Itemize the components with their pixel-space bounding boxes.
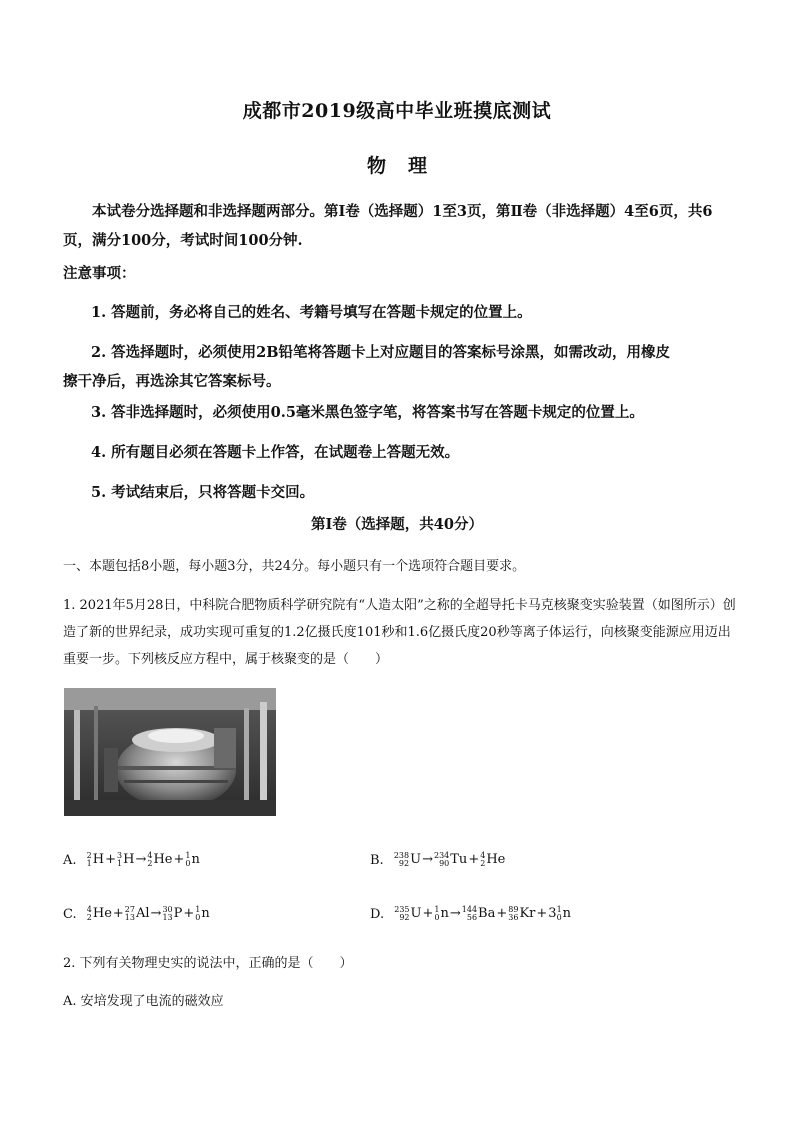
question-1: 1. 2021年5月28日，中科院合肥物质科学研究院有“人造太阳”之称的全超导托卡马克核聚变实验装置（如图所示）创造了新的世界纪录，成功实现可重复的1.2亿摄氏度101秒和1.6亿摄氏度20秒等离子体运行，向核聚变能源应用迈出重要一步。下列核反应方程中，属于核聚变的是（ ） xyxy=(63,598,736,667)
option-b[interactable]: B. 238 92 U→ 234 90 Tu+ 4 2 He xyxy=(370,851,506,868)
notice-item-2 xyxy=(63,338,736,396)
notice-item-3: 3. 答非选择题时，必须使用0.5毫米黑色签字笔，将答案书写在答题卡规定的位置上。 xyxy=(91,404,644,421)
option-d[interactable]: D. 235 92 U+ 1 0 n→ 144 56 Ba+ 89 36 Kr+3 1 0 n xyxy=(370,905,572,922)
option-d-label: D. xyxy=(370,906,385,922)
subject-title: 物理 xyxy=(366,155,449,177)
option-a-label: A. xyxy=(63,852,77,868)
option-c-label: C. xyxy=(63,906,77,922)
notice-item-1: 1. 答题前，务必将自己的姓名、考籍号填写在答题卡规定的位置上。 xyxy=(91,304,532,321)
option-c[interactable]: C. 4 2 He+ 27 13 Al→ 30 13 P+ 1 0 n xyxy=(63,905,210,922)
tokamak-photo xyxy=(64,688,276,816)
notice-heading: 注意事项： xyxy=(63,265,136,282)
option-a[interactable]: A. 2 1 H+ 3 1 H→ 4 2 He+ 1 0 n xyxy=(63,851,200,868)
notice-item-2-line2: 擦干净后，再选涂其它答案标号。 xyxy=(63,373,281,390)
notice-item-2-line1: 2. 答选择题时，必须使用2B铅笔将答题卡上对应题目的答案标号涂黑，如需改动，用橡皮 xyxy=(91,344,671,361)
section-title: 第Ⅰ卷（选择题，共40分） xyxy=(311,516,483,533)
notice-item-5: 5. 考试结束后，只将答题卡交回。 xyxy=(91,484,315,501)
notice-item-4: 4. 所有题目必须在答题卡上作答，在试题卷上答题无效。 xyxy=(91,444,460,461)
exam-title: 成都市2019级高中毕业班摸底测试 xyxy=(242,100,552,122)
question-2-option-a[interactable]: A. 安培发现了电流的磁效应 xyxy=(63,994,224,1009)
part1-instruction: 一、本题包括8小题，每小题3分，共24分。每小题只有一个选项符合题目要求。 xyxy=(63,559,526,574)
option-b-label: B. xyxy=(370,852,384,868)
question-2: 2. 下列有关物理史实的说法中，正确的是（ ） xyxy=(63,956,353,971)
intro-paragraph: 本试卷分选择题和非选择题两部分。第Ⅰ卷（选择题）1至3页，第Ⅱ卷（非选择题）4至6页，共6页，满分100分，考试时间100分钟. xyxy=(63,203,713,249)
